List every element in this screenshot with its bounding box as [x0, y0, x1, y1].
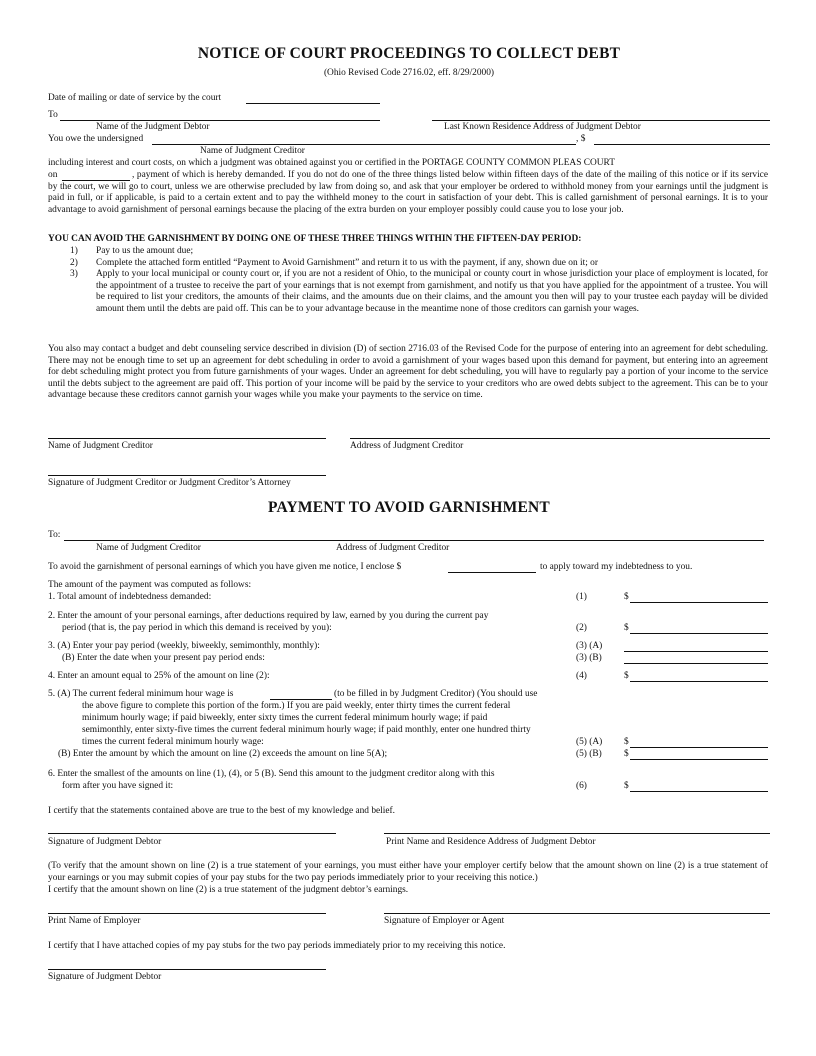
line5-fill-note: (to be filled in by Judgment Creditor) (You should use — [334, 689, 538, 699]
date-label: Date of mailing or date of service by the court — [48, 93, 222, 103]
line3b-ref: (3) (B) — [576, 653, 602, 663]
line5-rest-4: times the current federal minimum hourly wage: — [82, 737, 264, 747]
enclose-text: To avoid the garnishment of personal earnings of which you have given me notice, I enclose $ — [48, 562, 402, 572]
amount-dollar-label: , $ — [576, 134, 586, 144]
page-subtitle: (Ohio Revised Code 2716.02, eff. 8/29/2000) — [323, 68, 495, 78]
line6-amount-field[interactable] — [630, 791, 768, 792]
line2-amount-field[interactable] — [630, 633, 768, 634]
line4-text: 4. Enter an amount equal to 25% of the amount on line (2): — [48, 671, 270, 681]
employer-name-caption: Print Name of Employer — [48, 916, 141, 926]
to-label: To — [48, 110, 58, 120]
paystub-certify-statement: I certify that I have attached copies of my pay stubs for the two pay periods immediately prior to my receiving this notice. — [48, 941, 506, 951]
debtor-name-field[interactable] — [60, 120, 380, 121]
amount-owed-field[interactable] — [594, 144, 770, 145]
payment-creditor-name-caption: Name of Judgment Creditor — [96, 543, 201, 553]
creditor-name-caption: Name of Judgment Creditor — [200, 146, 305, 156]
line5b-ref: (5) (B) — [576, 749, 602, 759]
payment-to-label: To: — [48, 530, 61, 540]
line4-ref: (4) — [576, 671, 587, 681]
debtor-address-field[interactable] — [432, 120, 770, 121]
line1-dollar: $ — [624, 592, 629, 602]
payment-creditor-address-caption: Address of Judgment Creditor — [336, 543, 450, 553]
you-owe-label: You owe the undersigned — [48, 134, 144, 144]
line5b-amount-field[interactable] — [630, 759, 768, 760]
verify-paragraph: (To verify that the amount shown on line (2) is a true statement of your earnings, you must either have your employer certify below that the amount shown on line (2) is a true statement of your earnings or you may submit copies of your pay stubs for the two pay periods immediately prior to your receiving this notice.) — [48, 861, 768, 883]
date-field[interactable] — [246, 103, 380, 104]
line2-text-a: 2. Enter the amount of your personal earnings, after deductions required by law, earned by you during the current pay — [48, 611, 489, 621]
line2-dollar: $ — [624, 623, 629, 633]
creditor-signature-caption: Signature of Judgment Creditor or Judgment Creditor’s Attorney — [48, 478, 291, 488]
line6-dollar: $ — [624, 781, 629, 791]
line2-text-b: period (that is, the pay period in which this demand is received by you): — [62, 623, 332, 633]
line1-text: 1. Total amount of indebtedness demanded: — [48, 592, 212, 602]
debtor-signature-caption-2: Signature of Judgment Debtor — [48, 972, 162, 982]
line5a-amount-field[interactable] — [630, 747, 768, 748]
debtor-signature-line[interactable] — [48, 833, 336, 834]
page-title: NOTICE OF COURT PROCEEDINGS TO COLLECT DEBT — [197, 45, 621, 62]
creditor-name-field[interactable] — [152, 144, 576, 145]
payment-to-field[interactable] — [64, 540, 764, 541]
line4-amount-field[interactable] — [630, 681, 768, 682]
line5b-text: (B) Enter the amount by which the amount on line (2) exceeds the amount on line 5(A); — [58, 749, 388, 759]
pay-period-end-field[interactable] — [624, 663, 768, 664]
line4-dollar: $ — [624, 671, 629, 681]
creditor-signature-line[interactable] — [48, 475, 326, 476]
line5-rest-1: the above figure to complete this portion of the form.) If you are paid weekly, enter thirty times the current federal — [82, 701, 511, 711]
line6-ref: (6) — [576, 781, 587, 791]
line5a-dollar: $ — [624, 737, 629, 747]
creditor-name-line[interactable] — [48, 438, 326, 439]
min-wage-field[interactable] — [270, 699, 332, 700]
line5-intro: 5. (A) The current federal minimum hour wage is — [48, 689, 234, 699]
computed-intro: The amount of the payment was computed as follows: — [48, 580, 252, 590]
line6-text-b: form after you have signed it: — [62, 781, 174, 791]
line2-ref: (2) — [576, 623, 587, 633]
pay-period-field[interactable] — [624, 651, 768, 652]
employer-signature-line[interactable] — [384, 913, 770, 914]
debt-counseling-paragraph: You also may contact a budget and debt counseling service described in division (D) of section 2716.03 of the Revised Code for the purpose of entering into an agreement for debt scheduling. There may not be enough time to set up an agreement for debt scheduling in order to avoid a garnishment of your wages based upon this demand for payment, but entering into an agreement for debt scheduling might protect you from future garnishments of your wages. Under an agreement for debt scheduling, you will have to regularly pay a portion of your income to the service until the debts subject to the agreement are paid off. This portion of your income will be paid by the service to your creditors who are owed debts subject to the agreement. This can be to your advantage because these creditors cannot garnish your wages while you make your payments to the service on time. — [48, 344, 768, 401]
employer-certify-statement: I certify that the amount shown on line (2) is a true statement of the judgment debtor’s earnings. — [48, 885, 409, 895]
options-list — [70, 246, 768, 316]
list-item: 2) Complete the attached form entitled “Payment to Avoid Garnishment” and return it to us with the payment, if any, shown due on it; or — [70, 257, 598, 268]
debtor-name-caption: Name of the Judgment Debtor — [96, 122, 210, 132]
line1-amount-field[interactable] — [630, 602, 768, 603]
line3a-ref: (3) (A) — [576, 641, 603, 651]
creditor-name-sig-caption: Name of Judgment Creditor — [48, 441, 153, 451]
notice-on-label: on — [48, 170, 58, 180]
line6-text-a: 6. Enter the smallest of the amounts on line (1), (4), or 5 (B). Send this amount to the judgment creditor along with this — [48, 769, 495, 779]
certify-statement: I certify that the statements contained above are true to the best of my knowledge and belief. — [48, 806, 396, 816]
enclose-suffix: to apply toward my indebtedness to you. — [540, 562, 693, 572]
debtor-print-name-line[interactable] — [384, 833, 770, 834]
enclose-amount-field[interactable] — [448, 572, 536, 573]
line5-rest-2: minimum hourly wage; if paid biweekly, enter sixty times the current federal minimum hourly wage; if paid — [82, 713, 488, 723]
notice-paragraph: , payment of which is hereby demanded. If you do not do one of the three things listed below within fifteen days of the date of the mailing of this notice or if its service by the court, we will go to court, unless we are otherwise precluded by law from doing so, and ask that your employer be ordered to withhold money from your earnings until the judgment is paid in full, or if applicable, is paid to a certain extent and to pay the withheld money to the court in satisfaction of your debt. This is called garnishment of personal earnings. It is to your advantage to avoid garnishment of personal earnings because the placing of the extra burden on your employer possibly could cause you to lose your job. — [48, 170, 768, 215]
line5b-dollar: $ — [624, 749, 629, 759]
line3a-text: 3. (A) Enter your pay period (weekly, biweekly, semimonthly, monthly): — [48, 641, 320, 651]
creditor-address-line[interactable] — [350, 438, 770, 439]
line1-ref: (1) — [576, 592, 587, 602]
debtor-address-caption: Last Known Residence Address of Judgment Debtor — [444, 122, 641, 132]
payment-form-title: PAYMENT TO AVOID GARNISHMENT — [268, 499, 550, 516]
creditor-address-sig-caption: Address of Judgment Creditor — [350, 441, 464, 451]
employer-signature-caption: Signature of Employer or Agent — [384, 916, 505, 926]
list-item: 3) Apply to your local municipal or county court or, if you are not a resident of Ohio, to the municipal or county court in whose jurisdiction your place of employment is located, for the appointment of a trustee to receive the part of your earnings that is not exempt from garnishment, and notify us that you have applied for the appointment of a trustee. You will be required to list your creditors, the amounts of their claims, and the amounts due on their claims, and the amount you then will pay to your trustee each payday will be divided amount them until the debts are paid off. This can be to your advantage because in the meantime none of those creditors can garnish your wages. — [70, 269, 768, 314]
notice-line1: including interest and court costs, on which a judgment was obtained against you or certified in the PORTAGE COUNTY COMMON PLEAS COURT — [48, 158, 615, 168]
line5-rest-3: semimonthly, enter sixty-five times the current federal minimum hourly wage; if paid monthly, enter one hundred thirty — [82, 725, 531, 735]
list-item: 1) Pay to us the amount due; — [70, 246, 194, 256]
debtor-signature-line-2[interactable] — [48, 969, 326, 970]
debtor-signature-caption: Signature of Judgment Debtor — [48, 837, 162, 847]
employer-name-line[interactable] — [48, 913, 326, 914]
avoid-heading: YOU CAN AVOID THE GARNISHMENT BY DOING ONE OF THESE THREE THINGS WITHIN THE FIFTEEN-DAY PERIOD: — [48, 234, 582, 244]
line3b-text: (B) Enter the date when your present pay period ends: — [62, 653, 265, 663]
debtor-print-name-caption: Print Name and Residence Address of Judgment Debtor — [386, 837, 596, 847]
line5a-ref: (5) (A) — [576, 737, 603, 747]
